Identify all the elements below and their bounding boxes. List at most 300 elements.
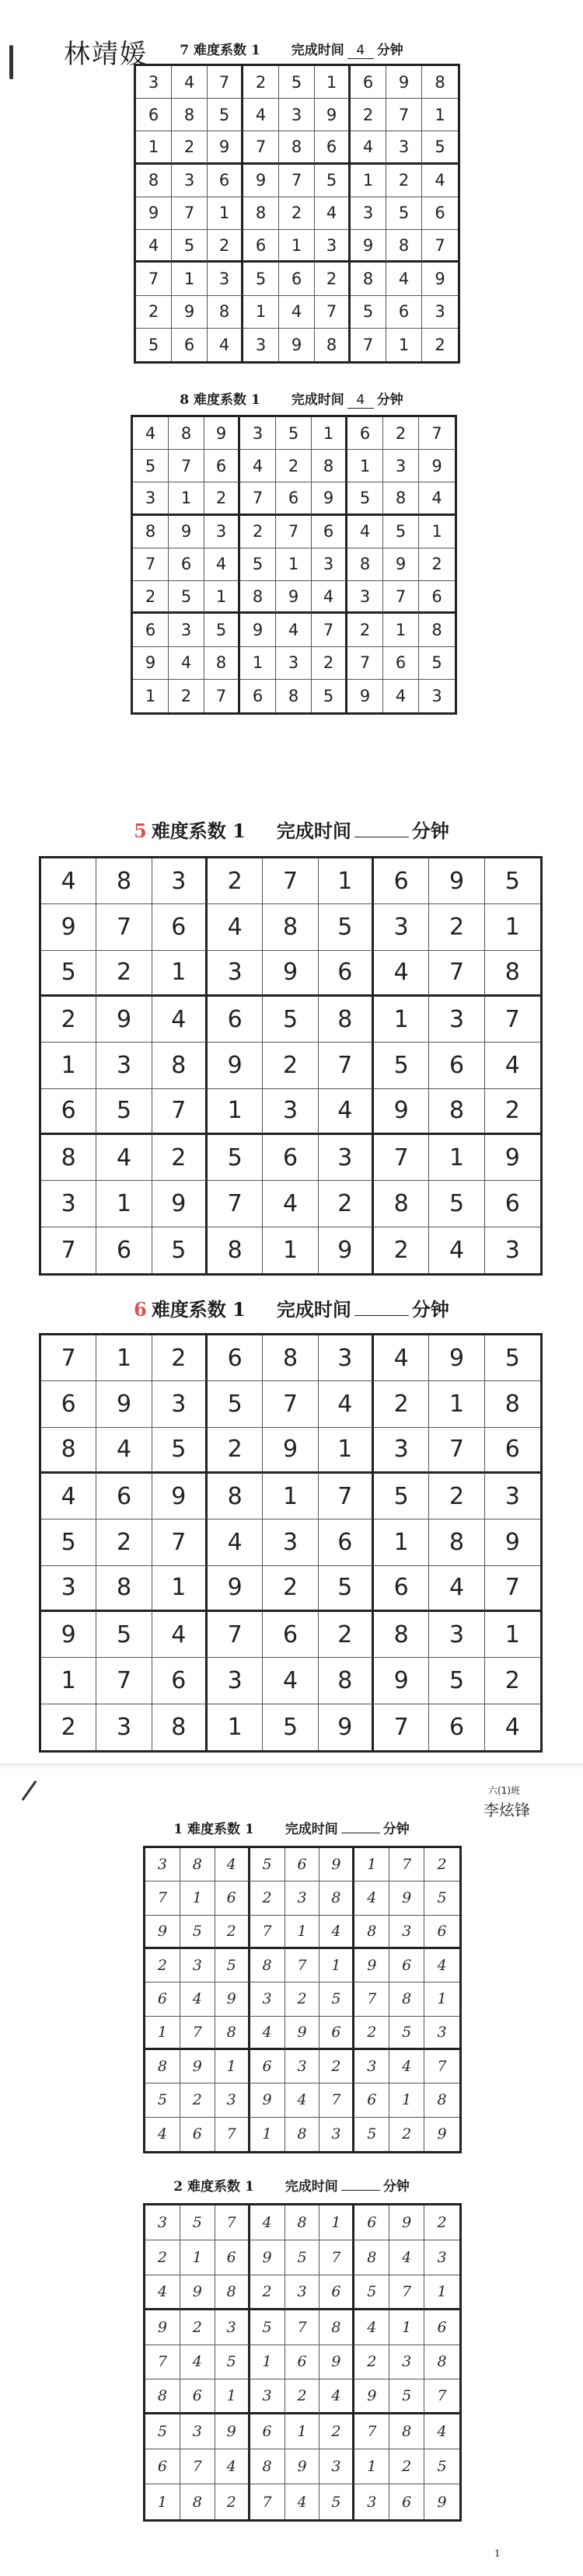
sudoku-cell: 1 [485,1612,540,1658]
sudoku-cell: 6 [424,2310,459,2345]
sudoku-cell: 9 [243,165,279,197]
sudoku-cell: 5 [240,548,276,581]
sudoku-cell: 8 [215,2275,250,2310]
sudoku-cell: 4 [41,1474,96,1519]
sudoku-cell: 2 [152,1335,208,1381]
sudoku-cell: 4 [347,516,383,548]
sudoku-cell: 8 [172,99,208,131]
sudoku-cell: 8 [422,66,458,99]
sudoku-cell: 4 [485,1043,540,1088]
sudoku-cell: 9 [374,1089,429,1135]
sudoku-cell: 7 [315,296,351,329]
sudoku-cell: 8 [243,197,279,230]
sudoku-cell: 4 [383,680,419,712]
sudoku-cell: 2 [429,1474,484,1519]
sudoku-cell: 9 [279,329,315,361]
sudoku-cell: 4 [180,2345,215,2380]
sudoku-cell: 4 [208,1519,263,1565]
sudoku-cell: 5 [152,1227,208,1273]
sudoku-cell: 5 [422,131,458,164]
sudoku-cell: 2 [215,1916,250,1949]
sudoku-cell: 3 [96,1704,152,1750]
sudoku-cell: 9 [204,417,240,450]
sudoku-cell: 5 [383,516,419,548]
sudoku-cell: 9 [180,2275,215,2310]
sudoku-cell: 4 [96,1135,152,1181]
sudoku-cell: 7 [354,1982,389,2016]
sudoku-cell: 4 [354,2310,389,2345]
sudoku-cell: 1 [351,165,386,197]
sudoku-cell: 5 [152,1428,208,1474]
sudoku-grid-5 [39,856,543,1276]
sudoku-cell: 6 [41,1381,96,1427]
sudoku-cell: 2 [419,548,455,581]
sudoku-cell: 6 [215,2240,250,2275]
sudoku-cell: 7 [374,1135,429,1181]
sudoku-cell: 5 [215,2345,250,2380]
sudoku-cell: 9 [136,197,172,230]
worksheet-page-3 [0,1771,583,2576]
sudoku-cell: 4 [319,1381,374,1427]
sudoku-grid-8 [131,415,457,715]
sudoku-cell: 7 [351,329,386,361]
sudoku-cell: 5 [351,296,386,329]
sudoku-cell: 7 [389,2275,424,2310]
sudoku-cell: 1 [319,1428,374,1474]
sudoku-cell: 7 [276,516,312,548]
sudoku-cell: 4 [504,1713,520,1741]
sudoku-cell: 1 [429,1135,484,1181]
sudoku-cell: 5 [243,263,279,295]
sudoku-cell: 5 [354,2118,389,2151]
sudoku-cell: 6 [180,2118,215,2151]
sudoku-cell: 9 [312,482,347,515]
sudoku-cell: 7 [136,263,172,295]
sudoku-cell: 3 [208,263,243,295]
sudoku-cell: 3 [41,1181,96,1227]
sudoku-cell: 6 [285,2345,320,2380]
sudoku-cell: 4 [374,1335,429,1381]
pen-mark [22,1781,37,1801]
sudoku-cell: 1 [319,858,374,904]
sudoku-cell: 4 [263,1658,318,1704]
sudoku-cell: 2 [263,1043,318,1088]
sudoku-cell: 3 [243,329,279,361]
sudoku-cell: 5 [41,951,96,997]
sudoku-cell: 9 [145,2310,180,2345]
sudoku-cell: 6 [319,2275,354,2310]
sudoku-cell: 7 [389,1848,424,1882]
sudoku-cell: 9 [208,1043,263,1088]
sudoku-cell: 5 [204,614,240,646]
sudoku-cell: 5 [312,680,347,712]
sudoku-cell: 6 [263,1135,318,1181]
sudoku-cell: 2 [152,1135,208,1181]
sudoku-cell: 1 [152,1566,208,1612]
sudoku-cell: 9 [319,1227,374,1273]
sudoku-cell: 9 [240,614,276,646]
sudoku-cell: 3 [429,997,484,1043]
sudoku-cell: 1 [374,997,429,1043]
sudoku-cell: 7 [215,2205,250,2240]
sudoku-cell: 8 [374,1181,429,1227]
sudoku-cell: 5 [374,1474,429,1519]
sudoku-cell: 3 [41,1566,96,1612]
sudoku-cell: 2 [180,2310,215,2345]
sudoku-cell: 4 [422,165,458,197]
sudoku-cell: 7 [152,1519,208,1565]
sudoku-cell: 9 [169,516,204,548]
sudoku-cell: 4 [145,2275,180,2310]
sudoku-cell: 7 [485,1566,540,1612]
sudoku-cell: 2 [285,2379,320,2414]
sudoku-cell: 1 [422,99,458,131]
sudoku-cell: 2 [240,516,276,548]
sudoku-cell: 3 [347,581,383,614]
sudoku-cell: 9 [419,450,455,482]
sudoku-cell: 2 [386,165,422,197]
sudoku-cell: 6 [133,614,169,646]
sudoku-cell: 2 [169,680,204,712]
sudoku-cell: 7 [96,1658,152,1704]
sudoku-cell: 4 [319,1916,354,1949]
sudoku-cell: 8 [347,548,383,581]
sudoku-cell: 6 [319,1519,374,1565]
sudoku-cell: 1 [319,1949,354,1982]
sudoku-cell: 8 [429,1519,484,1565]
sudoku-cell: 6 [208,1335,263,1381]
sudoku-cell: 3 [312,548,347,581]
sudoku-cell: 4 [208,329,243,361]
sudoku-cell: 1 [250,2118,285,2151]
sudoku-cell: 2 [133,581,169,614]
sudoku-cell: 4 [319,2379,354,2414]
sudoku-cell: 7 [354,2414,389,2449]
sudoku-cell: 9 [315,99,351,131]
sudoku-cell: 7 [243,131,279,164]
sudoku-cell: 4 [285,2083,320,2117]
sudoku-cell: 1 [180,2240,215,2275]
sudoku-cell: 4 [208,904,263,950]
sudoku-cell: 6 [152,1658,208,1704]
sudoku-cell: 7 [383,581,419,614]
sudoku-cell: 1 [250,2345,285,2380]
sudoku-cell: 8 [263,1335,318,1381]
sudoku-cell: 3 [319,1335,374,1381]
sudoku-cell: 4 [424,2414,459,2449]
sudoku-cell: 6 [429,1704,484,1750]
sudoku-grid-1 [143,1846,462,2153]
sudoku-cell: 7 [279,165,315,197]
sudoku-cell: 3 [96,1043,152,1088]
sudoku-cell: 1 [419,516,455,548]
sudoku-cell: 1 [208,1704,263,1750]
sudoku-cell: 8 [419,614,455,646]
sudoku-cell: 3 [133,482,169,515]
sudoku-cell: 5 [169,581,204,614]
sudoku-cell: 6 [319,2017,354,2050]
sudoku-cell: 6 [145,2449,180,2484]
sudoku-cell: 4 [243,99,279,131]
sudoku-cell: 9 [351,230,386,263]
sudoku-cell: 5 [419,647,455,680]
sudoku-cell: 5 [96,1089,152,1135]
sudoku-cell: 8 [263,904,318,950]
sudoku-cell: 6 [419,581,455,614]
sudoku-cell: 6 [429,1043,484,1088]
sudoku-cell: 5 [41,1519,96,1565]
sudoku-cell: 4 [424,1949,459,1982]
sudoku-cell: 4 [204,548,240,581]
sudoku-cell: 1 [276,548,312,581]
author-signature: 李炫锋 [484,1801,530,1819]
sudoku-cell: 1 [41,1043,96,1088]
sudoku-cell: 2 [250,2275,285,2310]
sudoku-cell: 1 [354,1848,389,1882]
sudoku-cell: 9 [152,1474,208,1519]
sudoku-cell: 8 [169,417,204,450]
sudoku-cell: 2 [208,230,243,263]
sudoku-cell: 2 [354,2345,389,2380]
sudoku-cell: 2 [319,1612,374,1658]
sudoku-cell: 4 [152,997,208,1043]
sudoku-cell: 6 [351,66,386,99]
sudoku-cell: 8 [354,1916,389,1949]
sudoku-cell: 1 [424,2275,459,2310]
sudoku-cell: 8 [96,1566,152,1612]
sudoku-cell: 6 [347,417,383,450]
sudoku-cell: 9 [215,2414,250,2449]
sudoku-cell: 7 [169,450,204,482]
sudoku-cell: 3 [285,2275,320,2310]
sudoku-cell: 6 [424,1916,459,1949]
sudoku-cell: 9 [208,131,243,164]
sudoku-cell: 4 [215,2449,250,2484]
sudoku-cell: 3 [215,2083,250,2117]
sudoku-cell: 6 [389,1949,424,1982]
sudoku-cell: 3 [180,1949,215,1982]
sudoku-cell: 3 [319,1135,374,1181]
sudoku-cell: 5 [133,450,169,482]
sudoku-cell: 9 [96,1381,152,1427]
sudoku-cell: 2 [383,417,419,450]
sudoku-cell: 6 [383,647,419,680]
sudoku-cell: 7 [208,1181,263,1227]
sudoku-cell: 9 [389,2205,424,2240]
sudoku-cell: 7 [250,2484,285,2519]
sudoku-cell: 2 [374,1381,429,1427]
sudoku-cell: 3 [319,2449,354,2484]
sudoku-cell: 6 [41,1089,96,1135]
sudoku-cell: 6 [276,482,312,515]
sudoku-cell: 2 [389,2118,424,2151]
sudoku-cell: 9 [374,1658,429,1704]
sudoku-cell: 3 [374,1428,429,1474]
sudoku-cell: 9 [389,1882,424,1915]
sudoku-cell: 3 [279,99,315,131]
sudoku-cell: 3 [354,2050,389,2083]
sudoku-cell: 9 [96,997,152,1043]
sudoku-cell: 1 [485,904,540,950]
sudoku-cell: 4 [240,450,276,482]
sudoku-cell: 2 [319,1181,374,1227]
sudoku-cell: 6 [145,1982,180,2016]
sudoku-cell: 8 [354,2240,389,2275]
puzzle-5-title: 5 难度系数 1 完成时间 分钟 [134,820,449,842]
sudoku-cell: 7 [41,1227,96,1273]
sudoku-cell: 1 [145,2484,180,2519]
worksheet-page-2 [0,777,583,1741]
sudoku-cell: 7 [285,2310,320,2345]
sudoku-cell: 7 [208,66,243,99]
sudoku-cell: 3 [250,1982,285,2016]
sudoku-cell: 9 [133,647,169,680]
sudoku-cell: 3 [429,1612,484,1658]
sudoku-cell: 5 [374,1043,429,1088]
sudoku-cell: 4 [389,2240,424,2275]
sudoku-cell: 7 [319,2083,354,2117]
sudoku-cell: 1 [315,66,351,99]
sudoku-cell: 3 [172,165,208,197]
sudoku-cell: 7 [424,2050,459,2083]
sudoku-cell: 6 [250,2414,285,2449]
sudoku-cell: 9 [152,1181,208,1227]
sudoku-cell: 4 [172,66,208,99]
sudoku-cell: 9 [386,66,422,99]
sudoku-cell: 9 [250,2240,285,2275]
sudoku-cell: 8 [152,1043,208,1088]
sudoku-cell: 1 [263,1474,318,1519]
sudoku-cell: 2 [319,2050,354,2083]
sudoku-cell: 4 [169,647,204,680]
sudoku-cell: 9 [145,1916,180,1949]
sudoku-cell: 1 [208,1089,263,1135]
sudoku-cell: 1 [152,951,208,997]
sudoku-cell: 2 [172,131,208,164]
sudoku-cell: 9 [180,2050,215,2083]
sudoku-cell: 9 [485,1135,540,1181]
class-label: 六(1)班 [488,1785,520,1796]
sudoku-cell: 7 [285,1949,320,1982]
sudoku-cell: 4 [386,263,422,295]
sudoku-cell: 4 [319,1089,374,1135]
sudoku-cell: 7 [263,858,318,904]
sudoku-cell: 8 [386,230,422,263]
sudoku-cell: 4 [374,951,429,997]
sudoku-cell: 2 [180,2083,215,2117]
sudoku-cell: 1 [215,2379,250,2414]
sudoku-cell: 3 [204,516,240,548]
sudoku-cell: 7 [429,1428,484,1474]
sudoku-cell: 9 [319,1848,354,1882]
sudoku-cell: 3 [145,1848,180,1882]
puzzle-8-title: 8 难度系数 1 完成时间 4 分钟 [180,392,403,408]
sudoku-cell: 9 [215,1982,250,2016]
sudoku-cell: 7 [312,614,347,646]
sudoku-cell: 3 [250,2379,285,2414]
sudoku-cell: 1 [374,1519,429,1565]
sudoku-cell: 8 [208,1474,263,1519]
sudoku-cell: 7 [386,99,422,131]
sudoku-cell: 8 [133,516,169,548]
sudoku-cell: 8 [485,951,540,997]
sudoku-cell: 2 [145,2240,180,2275]
sudoku-cell: 5 [319,1982,354,2016]
sudoku-cell: 5 [172,230,208,263]
sudoku-cell: 6 [285,1848,320,1882]
sudoku-cell: 1 [96,1335,152,1381]
sudoku-cell: 8 [424,2345,459,2380]
sudoku-cell: 8 [279,131,315,164]
sudoku-cell: 2 [96,1519,152,1565]
sudoku-cell: 1 [240,647,276,680]
sudoku-cell: 9 [429,858,484,904]
sudoku-cell: 7 [429,951,484,997]
sudoku-cell: 4 [354,1882,389,1915]
sudoku-cell: 3 [285,2050,320,2083]
sudoku-cell: 9 [172,296,208,329]
sudoku-cell: 6 [389,2484,424,2519]
sudoku-cell: 8 [285,2205,320,2240]
sudoku-cell: 6 [172,329,208,361]
sudoku-cell: 6 [354,2205,389,2240]
sudoku-cell: 3 [208,951,263,997]
sudoku-cell: 2 [424,2205,459,2240]
sudoku-cell: 9 [437,2493,447,2511]
sudoku-cell: 6 [263,1612,318,1658]
sudoku-cell: 9 [319,1704,374,1750]
sudoku-cell: 1 [285,1916,320,1949]
sudoku-cell: 5 [429,1181,484,1227]
sudoku-cell: 5 [386,197,422,230]
sudoku-cell: 1 [429,1381,484,1427]
sudoku-cell: 5 [319,904,374,950]
sudoku-cell: 1 [383,614,419,646]
sudoku-cell: 6 [180,2379,215,2414]
sudoku-cell: 6 [374,858,429,904]
sudoku-cell: 8 [351,263,386,295]
sudoku-cell: 9 [354,1949,389,1982]
sudoku-cell: 2 [347,614,383,646]
sudoku-cell: 6 [422,197,458,230]
sudoku-cell: 1 [133,680,169,712]
sudoku-cell: 5 [215,1949,250,1982]
sudoku-cell: 6 [152,904,208,950]
sudoku-cell: 2 [136,296,172,329]
sudoku-cell: 3 [240,417,276,450]
sudoku-cell: 8 [250,2449,285,2484]
sudoku-cell: 3 [152,858,208,904]
sudoku-cell: 1 [347,450,383,482]
sudoku-cell: 8 [240,581,276,614]
sudoku-cell: 3 [424,2017,459,2050]
sudoku-cell: 7 [96,904,152,950]
sudoku-cell: 7 [263,1381,318,1427]
sudoku-cell: 6 [243,230,279,263]
sudoku-cell: 2 [312,647,347,680]
sudoku-cell: 2 [424,1848,459,1882]
sudoku-cell: 1 [243,296,279,329]
sudoku-cell: 1 [424,1982,459,2016]
sudoku-cell: 3 [152,1381,208,1427]
worksheet-page-1 [0,0,583,705]
sudoku-cell: 5 [279,66,315,99]
sudoku-cell: 3 [169,614,204,646]
sudoku-cell: 8 [319,2310,354,2345]
sudoku-cell: 8 [389,2414,424,2449]
sudoku-cell: 7 [424,2379,459,2414]
sudoku-cell: 2 [485,1089,540,1135]
